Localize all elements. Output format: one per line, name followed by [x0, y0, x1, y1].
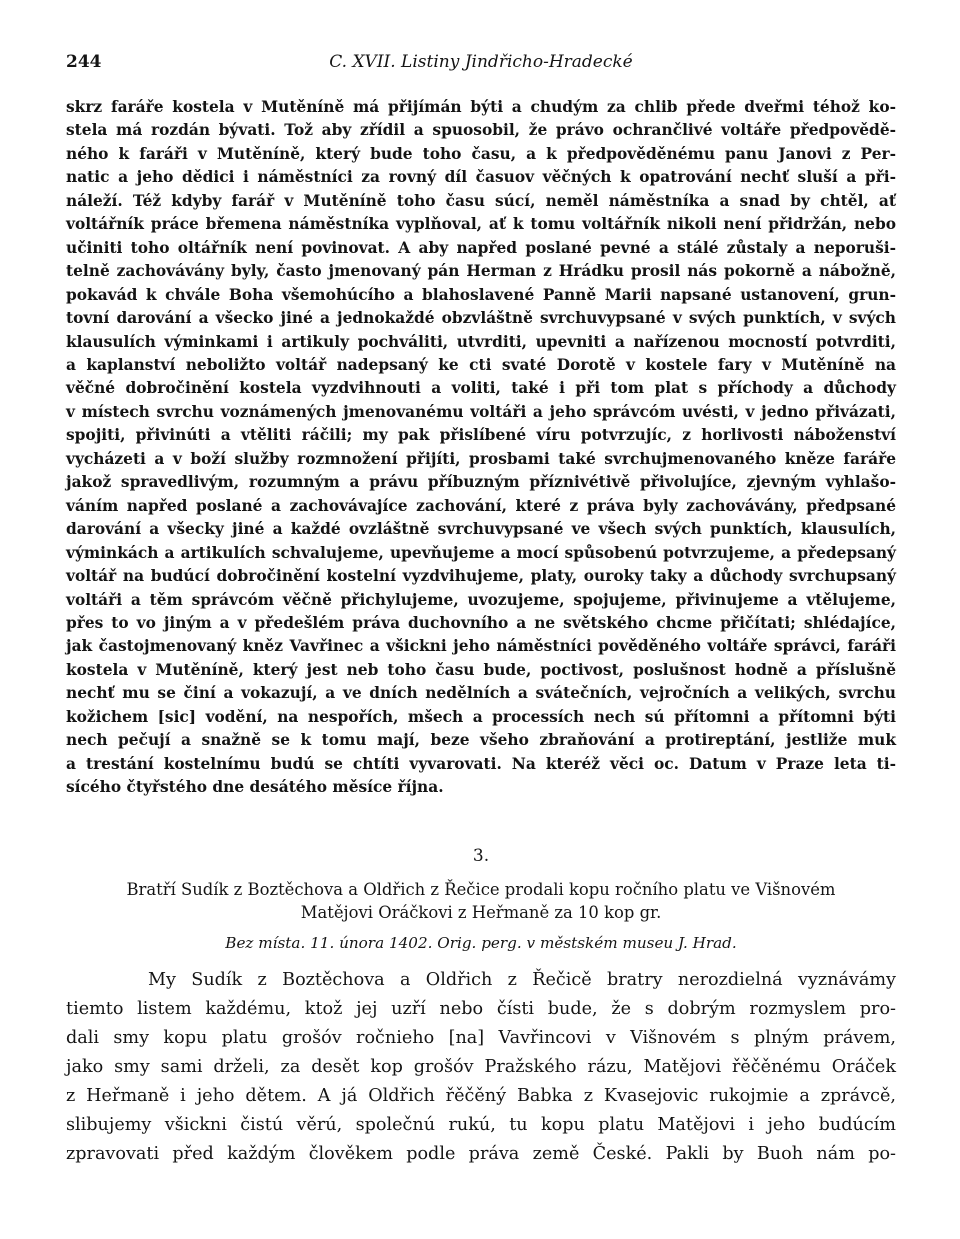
text-line: dali smy kopu platu grošóv ročnieho [na] Vavřincovi v Višnovém s plným právem,: [66, 1028, 896, 1048]
title-line: Matějovi Oráčkovi z Heřmaně za 10 kop gr.: [300, 903, 662, 922]
page-header: [66, 52, 896, 78]
text-line: náleží. Též kdyby farář v Mutěníně toho času súcí, neměl náměstníka a snad by chtěl, ať: [66, 191, 896, 210]
text-line: jak častojmenovaný kněz Vavřinec a všickni jeho náměstníci pověděného voltáře správci, faráři: [66, 637, 896, 656]
text-line: skrz faráře kostela v Mutěníně má přijímán býti a chudým za chlib přede dveřmi téhož ko-: [66, 98, 896, 116]
text-line: a trestání kostelnímu budú se chtíti vyvarovati. Na kteréž věci oc. Datum v Praze leta ti-: [66, 754, 896, 773]
text-line: jako smy sami drželi, za desět kop grošóv Pražského rázu, Matějovi řěčěnému Oráček: [66, 1057, 896, 1077]
text-line: váním napřed poslané a zachovávajíce zachování, které z práva byly zachovávány, předpsané: [66, 496, 896, 515]
text-line: natic a jeho dědici i náměstníci za rovný díl časuov věčných k opatrování nechť sluší a při-: [66, 168, 896, 187]
text-line: vycházeti a v boží služby rozmnožení přijíti, prosbami také svrchujmenovaného kněze faráře: [66, 449, 896, 468]
text-line: z Heřmaně i jeho dětem. A já Oldřich řěčěný Babka z Kvasejovic rukojmie a zprávcě,: [66, 1086, 896, 1106]
text-line: spojiti, přivinúti a vtěliti ráčili; my pak přislíbené víru potvrzujíc, z horlivosti náboženství: [66, 426, 896, 445]
text-line: a kaplanství neboližto voltář nadepsaný ke cti svaté Dorotě v kostele fary v Mutěníně na: [66, 355, 896, 374]
text-line: kožichem [sic] vodění, na nespořích, mšech a processích nech sú přítomni a přítomni býti: [66, 707, 896, 726]
text-line: jakož spravedlivým, rozumným a právu příbuzným příznivétivě přivolujíce, zjevným vyhlašo-: [66, 473, 896, 492]
text-line: věčné dobročinění kostela vyzdvihnouti a voliti, také i při tom plat s příchody a důchody: [66, 379, 896, 398]
text-line: telně zachovávány byly, často jmenovaný pán Herman z Hrádku prosil nás pokorně a nábožně,: [66, 262, 896, 281]
document-title: [66, 878, 896, 924]
title-line: Bratří Sudík z Boztěchova a Oldřich z Řečice prodali kopu ročního platu ve Višnovém: [126, 880, 836, 899]
text-line: klausulích výminkami i artikuly pochváliti, utvrditi, upevniti a nařízenou mocností potvrditi,: [66, 332, 896, 351]
source-note: Bez místa. 11. února 1402. Orig. perg. v městském museu J. Hrad.: [225, 934, 737, 952]
text-line: v místech svrchu voznámených jmenovanému voltáři a jeho správcóm uvésti, v jedno přivázati,: [66, 402, 896, 421]
charter-text: [66, 96, 896, 800]
page-number: 244: [66, 52, 102, 72]
text-line: zpravovati před každým člověkem podle práva země České. Pakli by Buoh nám po-: [66, 1144, 896, 1164]
text-line: voltáři a těm správcóm věčně přichylujeme, uvozujeme, spojujeme, přivinujeme a vtělujeme,: [66, 590, 896, 609]
text-line: výminkách a artikulích schvalujeme, upevňujeme a mocí spůsobenú potvrzujeme, a předepsaný: [66, 543, 896, 562]
text-line: pokavád k chvále Boha všemohúcího a blahoslavené Panně Marii napsané ustanovení, grun-: [66, 285, 896, 304]
text-line: tiemto listem každému, ktož jej uzří nebo čísti bude, že s dobrým rozmyslem pro-: [66, 999, 896, 1019]
text-line: sícého čtyřstého dne desátého měsíce října.: [66, 778, 444, 797]
text-line: ného k faráři v Mutěníně, který bude toho času, a k předpověděnému panu Janovi z Per-: [66, 144, 896, 163]
text-line: darování a všecky jiné a každé ovzláštně svrchuvypsané ve všech svých punktích, klausulích,: [66, 520, 896, 539]
text-line: slibujemy všickni čistú věrú, společnú rukú, tu kopu platu Matějovi i jeho budúcím: [66, 1115, 896, 1135]
text-line: My Sudík z Boztěchova a Oldřich z Řečicě bratry nerozdielná vyznávámy: [148, 970, 896, 990]
text-line: kostela v Mutěníně, který jest neb toho času bude, poctivost, poslušnost hodně a příslušně: [66, 660, 896, 679]
text-line: nechť mu se činí a vokazují, a ve dních nedělních a svátečních, vejročních a velikých, svrchu: [66, 684, 896, 703]
text-line: tovní darování a všecko jiné a jednokaždé obzvláštně svrchuvypsané v svých punktích, v svých: [66, 309, 896, 328]
running-title: C. XVII. Listiny Jindřicho-Hradecké: [329, 52, 633, 72]
text-line: nech pečují a snažně se k tomu mají, beze všeho zbraňování a protireptání, jestliže muk: [66, 731, 896, 750]
text-line: přes to vo jiným a v předešlém práva duchovního a ne světského chcme přičítati; shlédajíce,: [66, 613, 896, 632]
text-line: učiniti toho oltářník není povinovat. A aby napřed poslané pevné a stálé zůstaly a neporuši-: [66, 238, 896, 257]
text-line: voltářník práce břemena náměstníka vyplňoval, ať k tomu voltářník nikoli není přidržán, nebo: [66, 215, 896, 234]
deed-text: [66, 966, 896, 1169]
text-line: voltář na budúcí dobročinění kostelní vyzdvihujeme, platy, ouroky taky a důchody svrchupsaný: [66, 567, 896, 586]
document-number: 3.: [472, 846, 490, 866]
text-line: stela má rozdán bývati. Tož aby zřídil a spuosobil, že právo ochrančlivé voltáře předpovědě-: [66, 121, 896, 140]
